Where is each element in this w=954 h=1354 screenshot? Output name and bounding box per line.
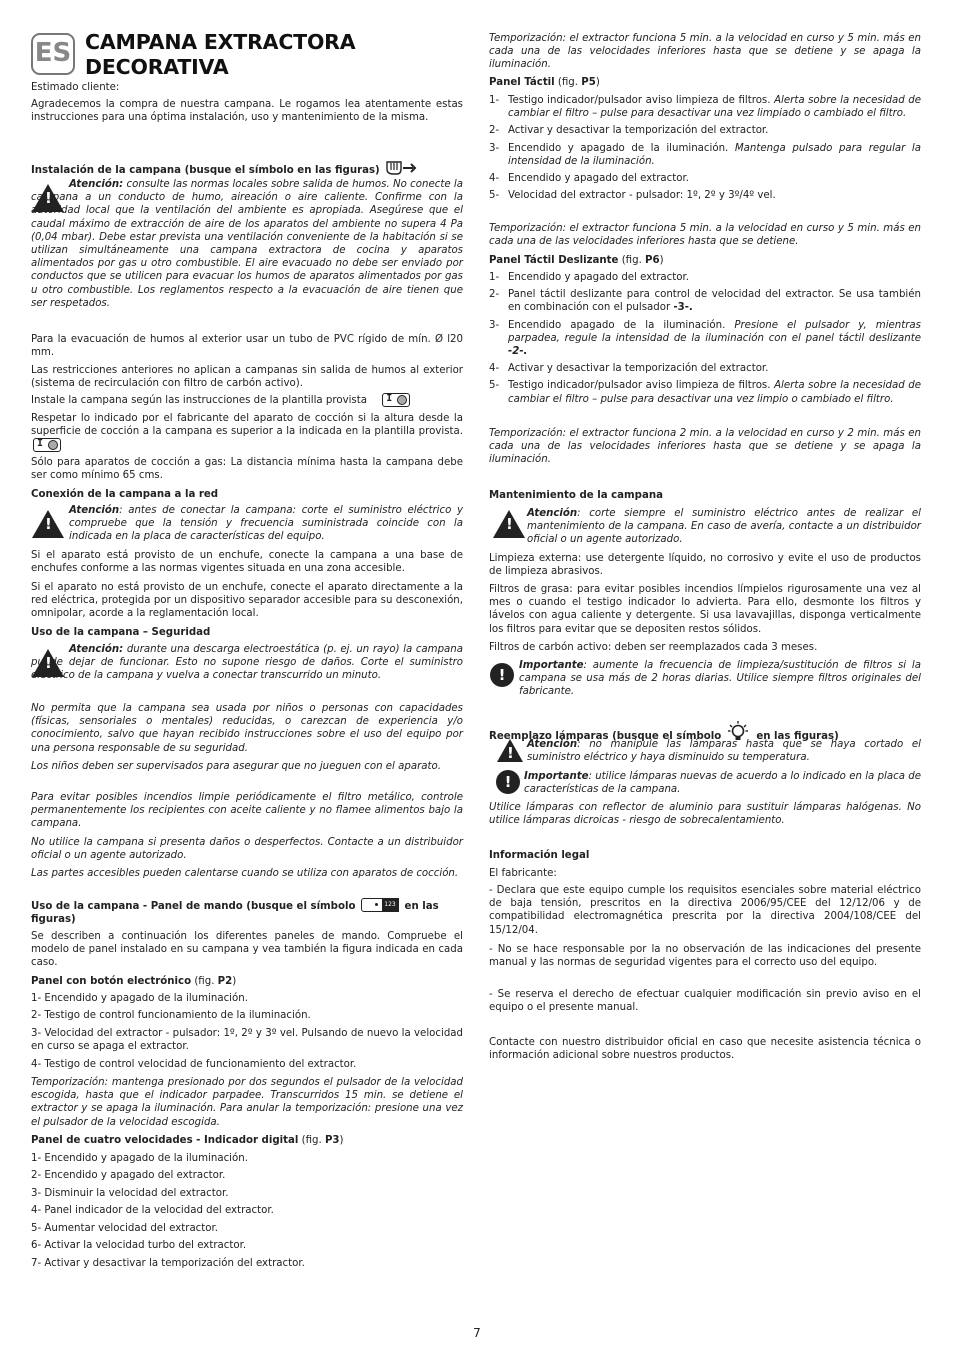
p2-item-1: 1- Encendido y apagado de la iluminación. [31, 993, 248, 1004]
maintenance-warning: ! Atención: corte siempre el suministro eléctrico antes de realizar el mantenimiento de la campana. En caso de avería, contacte a un distribuidor oficial o un agente autorizado. [489, 507, 921, 547]
p2-item-4: 4- Testigo de control velocidad de funcionamiento del extractor. [31, 1059, 357, 1070]
list-item: 4- Encendido y apagado del extractor. [489, 173, 689, 185]
warning-text: consulte las normas locales sobre salida de humos. No conecte la campana a un conducto de humo, aireación o aire caliente. Confirme con la autoridad local que la ventilación del ambiente es apropiada. Asegúrese que el caudal máximo de extracción de aire de los aparatos del ambiente no supera 4 Pa (0,04 mbar). Debe estar prevista una ventilación conveniente de la habitación si se utilizan simultáneamente una campana extractora de cocina y aparatos alimentados por gas u otro combustible. El aire evacuado no debe ser enviado por conductos que se utilicen para evacuar los humos de aparatos alimentados por gas u otro combustible. Los reglamentos respecto a la evacuación de aire tienen que ser respetados. [31, 179, 463, 309]
p3-item-1: 1- Encendido y apagado de la iluminación. [31, 1153, 248, 1164]
p2-item-2: 2- Testigo de control funcionamiento de la iluminación. [31, 1010, 311, 1021]
maintenance-paragraph-3: Filtros de carbón activo: deben ser reemplazados cada 3 meses. [489, 642, 818, 653]
legal-paragraph-2: - No se hace responsable por la no observación de las indicaciones del presente manual y las normas de seguridad vigentes para el correcto uso del equipo. [489, 944, 921, 969]
install-paragraph-3: Instale la campana según las instrucciones de la plantilla provista I [31, 393, 463, 407]
installation-warning [31, 178, 463, 310]
p5-list [489, 94, 921, 202]
lamp-paragraph: Utilice lámparas con reflector de aluminio para sustituir lámparas halógenas. No utilice lámparas dicroicas - riesgo de sobrecalentamiento. [489, 802, 921, 827]
control-panel-icon: 123 [361, 898, 399, 912]
p6-timer: Temporización: el extractor funciona 2 min. a la velocidad en curso y 2 min. más en cada una de las velocidades inferiores hasta que se detiene y se apaga la iluminación. [489, 428, 921, 466]
safety-paragraph-4: No utilice la campana si presenta daños o desperfectos. Contacte a un distribuidor oficial o un agente autorizado. [31, 837, 463, 862]
page-number: 7 [473, 1326, 481, 1340]
es-badge: ES [31, 33, 75, 75]
legal-paragraph-3: - Se reserva el derecho de efectuar cualquier modificación sin previo aviso en el equipo o el presente manual. [489, 989, 921, 1014]
legal-heading: Información legal [489, 850, 590, 861]
list-item: 2- Activar y desactivar la temporización del extractor. [489, 125, 769, 137]
list-item: 4- Activar y desactivar la temporización del extractor. [489, 363, 769, 375]
warning-label: Atención: [69, 179, 124, 190]
hood-wrench-icon [385, 160, 417, 177]
installation-heading: Instalación de la campana (busque el símbolo en las figuras) [31, 160, 463, 177]
legal-paragraph-1: - Declara que este equipo cumple los requisitos esenciales sobre material eléctrico de baja tensión, prescritos en la directiva 2006/95/CEE del 12/12/06 y de compatibilidad electromagnética prescrita por la directiva 2004/108/CEE del 15/12/04. [489, 885, 921, 936]
greeting: Estimado cliente: [31, 82, 120, 93]
maintenance-heading: Mantenimiento de la campana [489, 490, 663, 501]
p6-list [489, 271, 921, 406]
safety-warning: ! Atención: durante una descarga electroestática (p. ej. un rayo) la campana puede dejar de funcionar. Esto no supone riesgo de daños. Corte el suministro eléctrico de la campana y vuelva a conectar transcurrido un minuto. [31, 643, 463, 683]
warning-icon [32, 510, 64, 538]
list-item: 1- Testigo indicador/pulsador aviso limpieza de filtros. Alerta sobre la necesidad de cambiar el filtro – pulse para desactivar una vez limpiado o cambiado el filtro. [489, 95, 922, 120]
p3-item-6: 6- Activar la velocidad turbo del extractor. [31, 1240, 247, 1251]
p5-heading: Panel Táctil (fig. P5) [489, 77, 600, 88]
important-icon: ! [490, 663, 514, 687]
legal-paragraph-4: Contacte con nuestro distribuidor oficial en caso que necesite asistencia técnica o información adicional sobre nuestros productos. [489, 1037, 921, 1062]
safety-paragraph-5: Las partes accesibles pueden calentarse cuando se utiliza con aparatos de cocción. [31, 868, 459, 879]
lamp-important: ! Importante: utilice lámparas nuevas de acuerdo a lo indicado en la placa de características de la campana. [489, 770, 921, 796]
warning-icon [32, 184, 64, 212]
list-item: 5- Testigo indicador/pulsador aviso limpieza de filtros. Alerta sobre la necesidad de cambiar el filtro – pulse para desactivar una vez limpio o cambiado el filtro. [489, 380, 922, 405]
p5-timer: Temporización: el extractor funciona 5 min. a la velocidad en curso y 5 min. más en cada una de las velocidades inferiores hasta que se detiene. [489, 223, 921, 248]
safety-paragraph-3: Para evitar posibles incendios limpie periódicamente el filtro metálico, controle permanentemente los recipientes con aceite caliente y no flamee alimentos bajo la campana. [31, 792, 463, 830]
p2-timer: Temporización: mantenga presionado por dos segundos el pulsador de la velocidad escogida, hasta que el indicador parpadee. Transcurridos 15 min. se detiene el extractor y se apaga la iluminación. Para anular la temporización: presione una vez el pulsador de la velocidad escogida. [31, 1077, 463, 1128]
p3-item-2: 2- Encendido y apagado del extractor. [31, 1170, 226, 1181]
lamp-heading: Reemplazo lámparas (busque el símbolo en las figuras) [489, 721, 921, 743]
p2-item-3: 3- Velocidad del extractor - pulsador: 1º, 2º y 3º vel. Pulsando de nuevo la velocidad en curso se apaga el extractor. [31, 1028, 463, 1053]
list-item: 3- Encendido apagado de la iluminación. Presione el pulsador y, mientras parpadea, regule la intensidad de la iluminación con el panel táctil deslizante -2-. [489, 319, 921, 358]
legal-paragraph-0: El fabricante: [489, 868, 557, 879]
p2-heading: Panel con botón electrónico (fig. P2) [31, 976, 237, 987]
lamp-warning: ! Atención: no manipule las lámparas hasta que se haya cortado el suministro eléctrico y haya disminuido su temperatura. [489, 738, 921, 764]
warning-icon [32, 649, 64, 677]
connection-paragraph-1: Si el aparato está provisto de un enchufe, conecte la campana a una base de enchufes conforme a las normas vigentes situada en una zona accesible. [31, 550, 463, 575]
p3-item-3: 3- Disminuir la velocidad del extractor. [31, 1188, 229, 1199]
panel-paragraph: Se describen a continuación los diferentes paneles de mando. Compruebe el modelo de panel instalado en su campana y vea también la figura indicada en cada caso. [31, 931, 463, 969]
p3-item-7: 7- Activar y desactivar la temporización del extractor. [31, 1258, 305, 1269]
connection-paragraph-2: Si el aparato no está provisto de un enchufe, conecte el aparato directamente a la red eléctrica, protegida por un dispositivo separador accesible para su desconexión, omnipolar, acorde a la reglamentación local. [31, 582, 463, 620]
p3-heading: Panel de cuatro velocidades - Indicador digital (fig. P3) [31, 1135, 344, 1146]
maintenance-paragraph-2: Filtros de grasa: para evitar posibles incendios límpielos rigurosamente una vez al mes o cuando el testigo indicador lo advierta. Para ello, desmonte los filtros y lávelos con agua caliente y detergente. Si usa lavavajillas, disponga verticalmente los filtros para evitar que se depositen restos sólidos. [489, 584, 921, 635]
template-icon: I [33, 438, 61, 452]
safety-paragraph-2: Los niños deben ser supervisados para asegurar que no jueguen con el aparato. [31, 761, 441, 772]
p6-heading: Panel Táctil Deslizante (fig. P6) [489, 255, 664, 266]
p3-item-5: 5- Aumentar velocidad del extractor. [31, 1223, 219, 1234]
install-paragraph-5: Sólo para aparatos de cocción a gas: La distancia mínima hasta la campana debe ser como mínimo 65 cms. [31, 457, 463, 482]
panel-heading: Uso de la campana - Panel de mando (busque el símbolo 123 en las figuras) [31, 898, 463, 926]
install-paragraph-1: Para la evacuación de humos al exterior usar un tubo de PVC rígido de mín. Ø l20 mm. [31, 334, 463, 359]
connection-warning: ! Atención: antes de conectar la campana: corte el suministro eléctrico y compruebe que la tensión y frecuencia suministrada coincide con la indicada en la placa de características del equipo. [31, 504, 463, 544]
document-title: CAMPANA EXTRACTORA DECORATIVA [85, 30, 356, 79]
safety-paragraph-1: No permita que la campana sea usada por niños o personas con capacidades (físicas, sensoriales o mentales) reducidas, o carezcan de experiencia y/o conocimiento, salvo que hayan recibido instrucciones sobre el uso del equipo por una persona responsable de su seguridad. [31, 703, 463, 754]
list-item: 2- Panel táctil deslizante para control de velocidad del extractor. Se usa también en combinación con el pulsador -3-. [489, 289, 921, 314]
warning-icon [497, 739, 523, 762]
warning-icon [493, 510, 525, 538]
template-icon: I [382, 393, 410, 407]
maintenance-important: ! Importante: aumente la frecuencia de limpieza/sustitución de filtros si la campana se usa más de 2 horas diarias. Utilice siempre filtros originales del fabricante. [489, 659, 921, 699]
list-item: 5- Velocidad del extractor - pulsador: 1º, 2º y 3º/4º vel. [489, 190, 776, 202]
p3-item-4: 4- Panel indicador de la velocidad del extractor. [31, 1205, 274, 1216]
intro-paragraph: Agradecemos la compra de nuestra campana. Le rogamos lea atentamente estas instrucciones para una óptima instalación, uso y mantenimiento de la misma. [31, 99, 463, 124]
install-paragraph-4: Respetar lo indicado por el fabricante del aparato de cocción si la altura desde la superficie de cocción a la campana es superior a la indicada en la plantilla provista. I [31, 412, 463, 453]
maintenance-paragraph-1: Limpieza externa: use detergente líquido, no corrosivo y evite el uso de productos de limpieza abrasivos. [489, 553, 921, 578]
install-paragraph-2: Las restricciones anteriores no aplican a campanas sin salida de humos al exterior (sistema de recirculación con filtro de carbón activo). [31, 365, 463, 390]
list-item: 1- Encendido y apagado del extractor. [489, 272, 689, 283]
important-icon: ! [496, 770, 520, 794]
safety-heading: Uso de la campana – Seguridad [31, 627, 211, 638]
p3-timer: Temporización: el extractor funciona 5 min. a la velocidad en curso y 5 min. más en cada una de las velocidades inferiores hasta que se detiene y se apaga la iluminación. [489, 33, 921, 71]
list-item: 3- Encendido y apagado de la iluminación. Mantenga pulsado para regular la intensidad de la iluminación. [489, 142, 921, 167]
connection-heading: Conexión de la campana a la red [31, 489, 219, 500]
